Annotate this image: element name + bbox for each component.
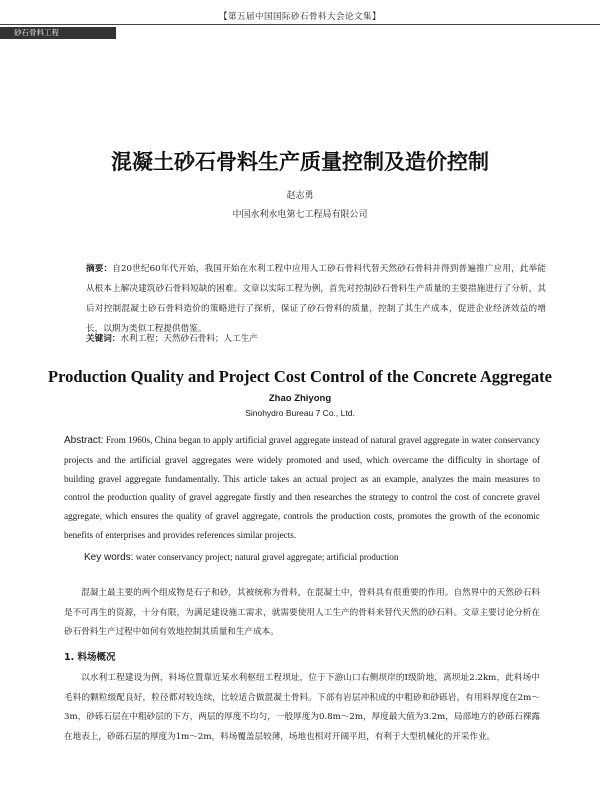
chinese-abstract-text: 自20世纪60年代开始，我国开始在水利工程中应用人工砂石骨料代替天然砂石骨料并得到普遍推广应用，此举能从根本上解决建筑砂石骨料短缺的困难。文章以实际工程为例，首先对控制砂石骨料生产质量的主要措施进行了分析，其后对控制混凝土砂石骨料造价的策略进行了探析，保证了砂石骨料的质量，控制了其生产成本，促进企业经济效益的增长，以期为类似工程提供借鉴。	[86, 264, 546, 334]
chinese-title: 混凝土砂石骨料生产质量控制及造价控制	[111, 150, 489, 174]
section-paragraph: 以水利工程建设为例，料场位置靠近某水利枢纽工程坝址，位于下游山口右侧坝岸的Ⅰ级阶地，离坝址2.2km，此料场中毛料的颗粒级配良好，粒径都对较连续，比较适合做混凝土骨料。下部有岩层冲积成的中粗砂和砂砾岩，有用料厚度在2m～3m，砂砾石层在中粗砂层的下方，两层的厚度不均匀，一般厚度为0.8m～2m，厚度最大值为3.2m，局部地方的砂砾石裸露在地表上，砂砾石层的厚度为1m～2m，料场覆盖层较薄，场地也相对开阔平坦，有利于大型机械化的开采作业。	[64, 673, 540, 742]
english-title: Production Quality and Project Cost Control of the Concrete Aggregate	[48, 367, 552, 386]
english-affiliation: Sinohydro Bureau 7 Co., Ltd.	[245, 408, 355, 418]
english-abstract-text: From 1960s, China began to apply artificial gravel aggregate instead of natural gravel aggregate in water conservancy projects and the artificial gravel aggregates were widely promoted and used, which overcame the difficulty in shortage of building gravel aggregate fundamentally. This article takes an actual project as an example, analyzes the main measures to control the production quality of gravel aggregate firstly and then researches the strategy to control the cost of concrete gravel aggregate, which ensures the quality of gravel aggregate, controls the production costs, promotes the growth of the economic benefits of enterprises and provides references similar projects.	[64, 435, 540, 540]
header-divider	[0, 24, 600, 25]
english-author: Zhao Zhiyong	[268, 393, 332, 404]
chinese-keywords-text: 水利工程；天然砂石骨料；人工生产	[120, 334, 258, 344]
english-abstract	[64, 431, 540, 545]
chinese-abstract	[86, 259, 546, 339]
english-keywords-label: Key words:	[84, 552, 134, 563]
chinese-affiliation: 中国水利水电第七工程局有限公司	[232, 210, 368, 220]
running-header: 【第五届中国国际砂石骨料大会论文集】	[218, 12, 381, 22]
chinese-author: 赵志勇	[286, 191, 314, 201]
chinese-abstract-label: 摘要：	[86, 264, 113, 274]
english-abstract-label: Abstract:	[64, 435, 104, 446]
chinese-keywords	[86, 332, 546, 344]
chinese-keywords-label: 关键词：	[86, 334, 121, 344]
english-keywords	[84, 552, 544, 563]
intro-paragraph: 混凝土最主要的两个组成物是石子和砂，其被统称为骨料，在混凝土中，骨料具有很重要的作用。自然界中的天然砂石料是不可再生的资源，十分有限，为满足建设施工需求，就需要使用人工生产的骨料来替代天然的砂石料。文章主要讨论分析在砂石骨料生产过程中如何有效地控制其质量和生产成本。	[64, 588, 540, 637]
english-keywords-text: water conservancy project; natural gravel aggregate; artificial production	[135, 552, 399, 562]
section-tab: 砂石骨料工程	[0, 27, 116, 39]
section-heading: 1. 料场概况	[64, 652, 116, 663]
